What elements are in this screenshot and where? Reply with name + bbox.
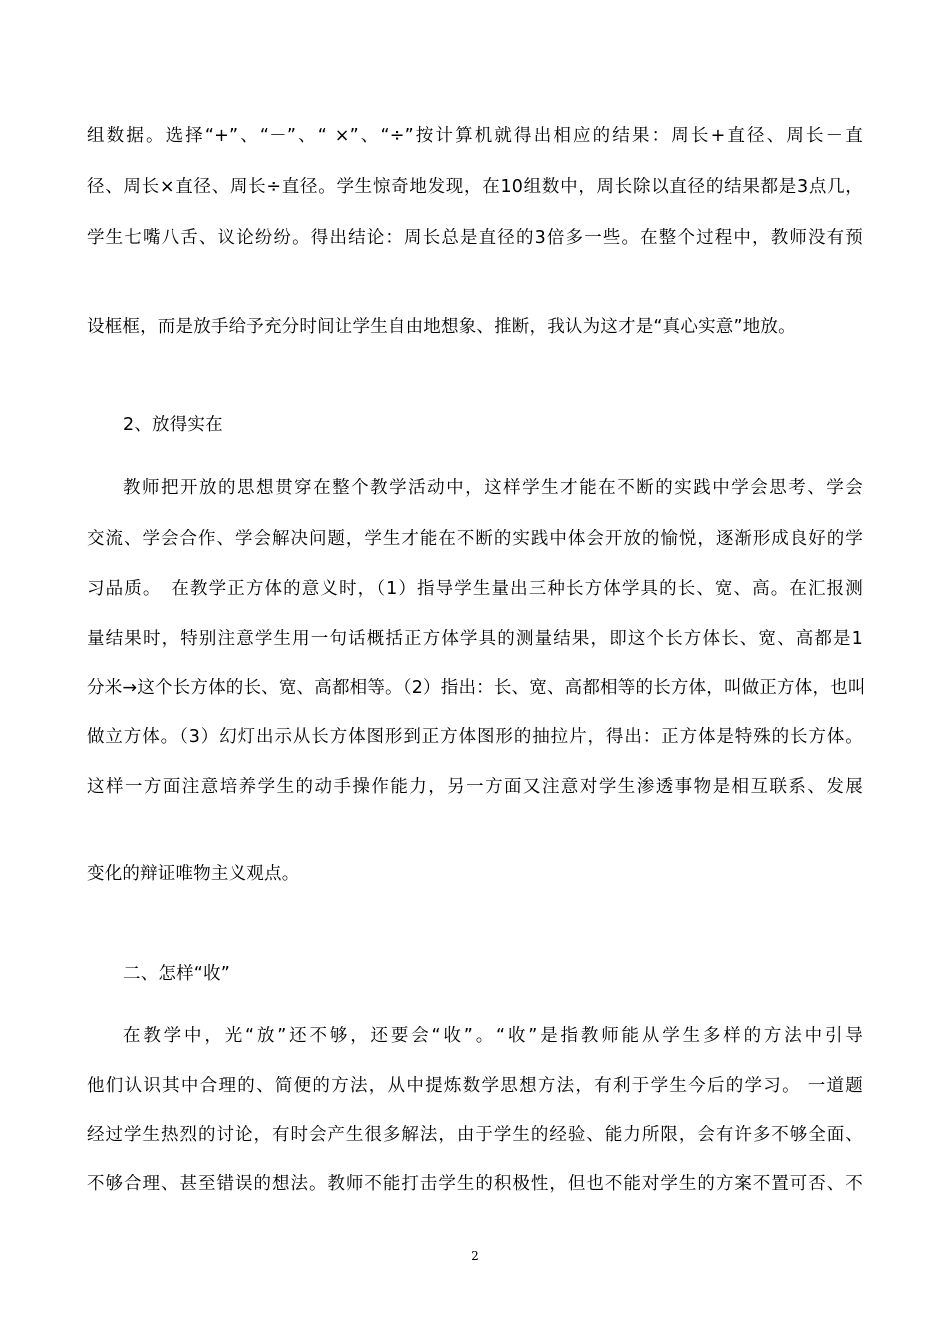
paragraph-line: 变化的辩证唯物主义观点。 xyxy=(87,864,300,884)
paragraph-line: 量结果时，特别注意学生用一句话概括正方体学具的测量结果，即这个长方体长、宽、高都是1 xyxy=(87,629,863,649)
section-heading: 2、放得实在 xyxy=(123,415,223,435)
paragraph-line: 教师把开放的思想贯穿在整个教学活动中，这样学生才能在不断的实践中学会思考、学会 xyxy=(123,478,863,498)
paragraph-line: 分米→这个长方体的长、宽、高都相等。（2）指出：长、宽、高都相等的长方体，叫做正方体，也叫 xyxy=(87,678,866,698)
page-number: 2 xyxy=(471,1249,479,1263)
paragraph-line: 设框框，而是放手给予充分时间让学生自由地想象、推断，我认为这才是“真心实意”地放。 xyxy=(87,317,796,337)
paragraph-line: 在教学中，光“放”还不够，还要会“收”。“收”是指教师能从学生多样的方法中引导 xyxy=(123,1026,863,1046)
paragraph-line: 习品质。 在教学正方体的意义时，（1）指导学生量出三种长方体学具的长、宽、高。在汇报测 xyxy=(87,579,863,599)
paragraph-line: 组数据。选择“+”、“－”、“ ×”、“÷”按计算机就得出相应的结果：周长+直径、周长－直 xyxy=(87,126,863,146)
paragraph-line: 学生七嘴八舌、议论纷纷。得出结论：周长总是直径的3倍多一些。在整个过程中，教师没有预 xyxy=(87,228,863,248)
paragraph-line: 经过学生热烈的讨论，有时会产生很多解法，由于学生的经验、能力所限，会有许多不够全面、 xyxy=(87,1125,863,1145)
section-heading: 二、怎样“收” xyxy=(123,964,231,984)
paragraph-line: 不够合理、甚至错误的想法。教师不能打击学生的积极性，但也不能对学生的方案不置可否、不 xyxy=(87,1174,863,1194)
paragraph-line: 径、周长×直径、周长÷直径。学生惊奇地发现，在10组数中，周长除以直径的结果都是3点几， xyxy=(87,177,863,197)
paragraph-line: 他们认识其中合理的、简便的方法，从中提炼数学思想方法，有利于学生今后的学习。 一道题 xyxy=(87,1076,863,1096)
paragraph-line: 这样一方面注意培养学生的动手操作能力，另一方面又注意对学生渗透事物是相互联系、发展 xyxy=(87,777,863,797)
paragraph-line: 交流、学会合作、学会解决问题，学生才能在不断的实践中体会开放的愉悦，逐渐形成良好的学 xyxy=(87,529,863,549)
paragraph-line: 做立方体。（3）幻灯出示从长方体图形到正方体图形的抽拉片，得出：正方体是特殊的长方体。 xyxy=(87,727,863,747)
